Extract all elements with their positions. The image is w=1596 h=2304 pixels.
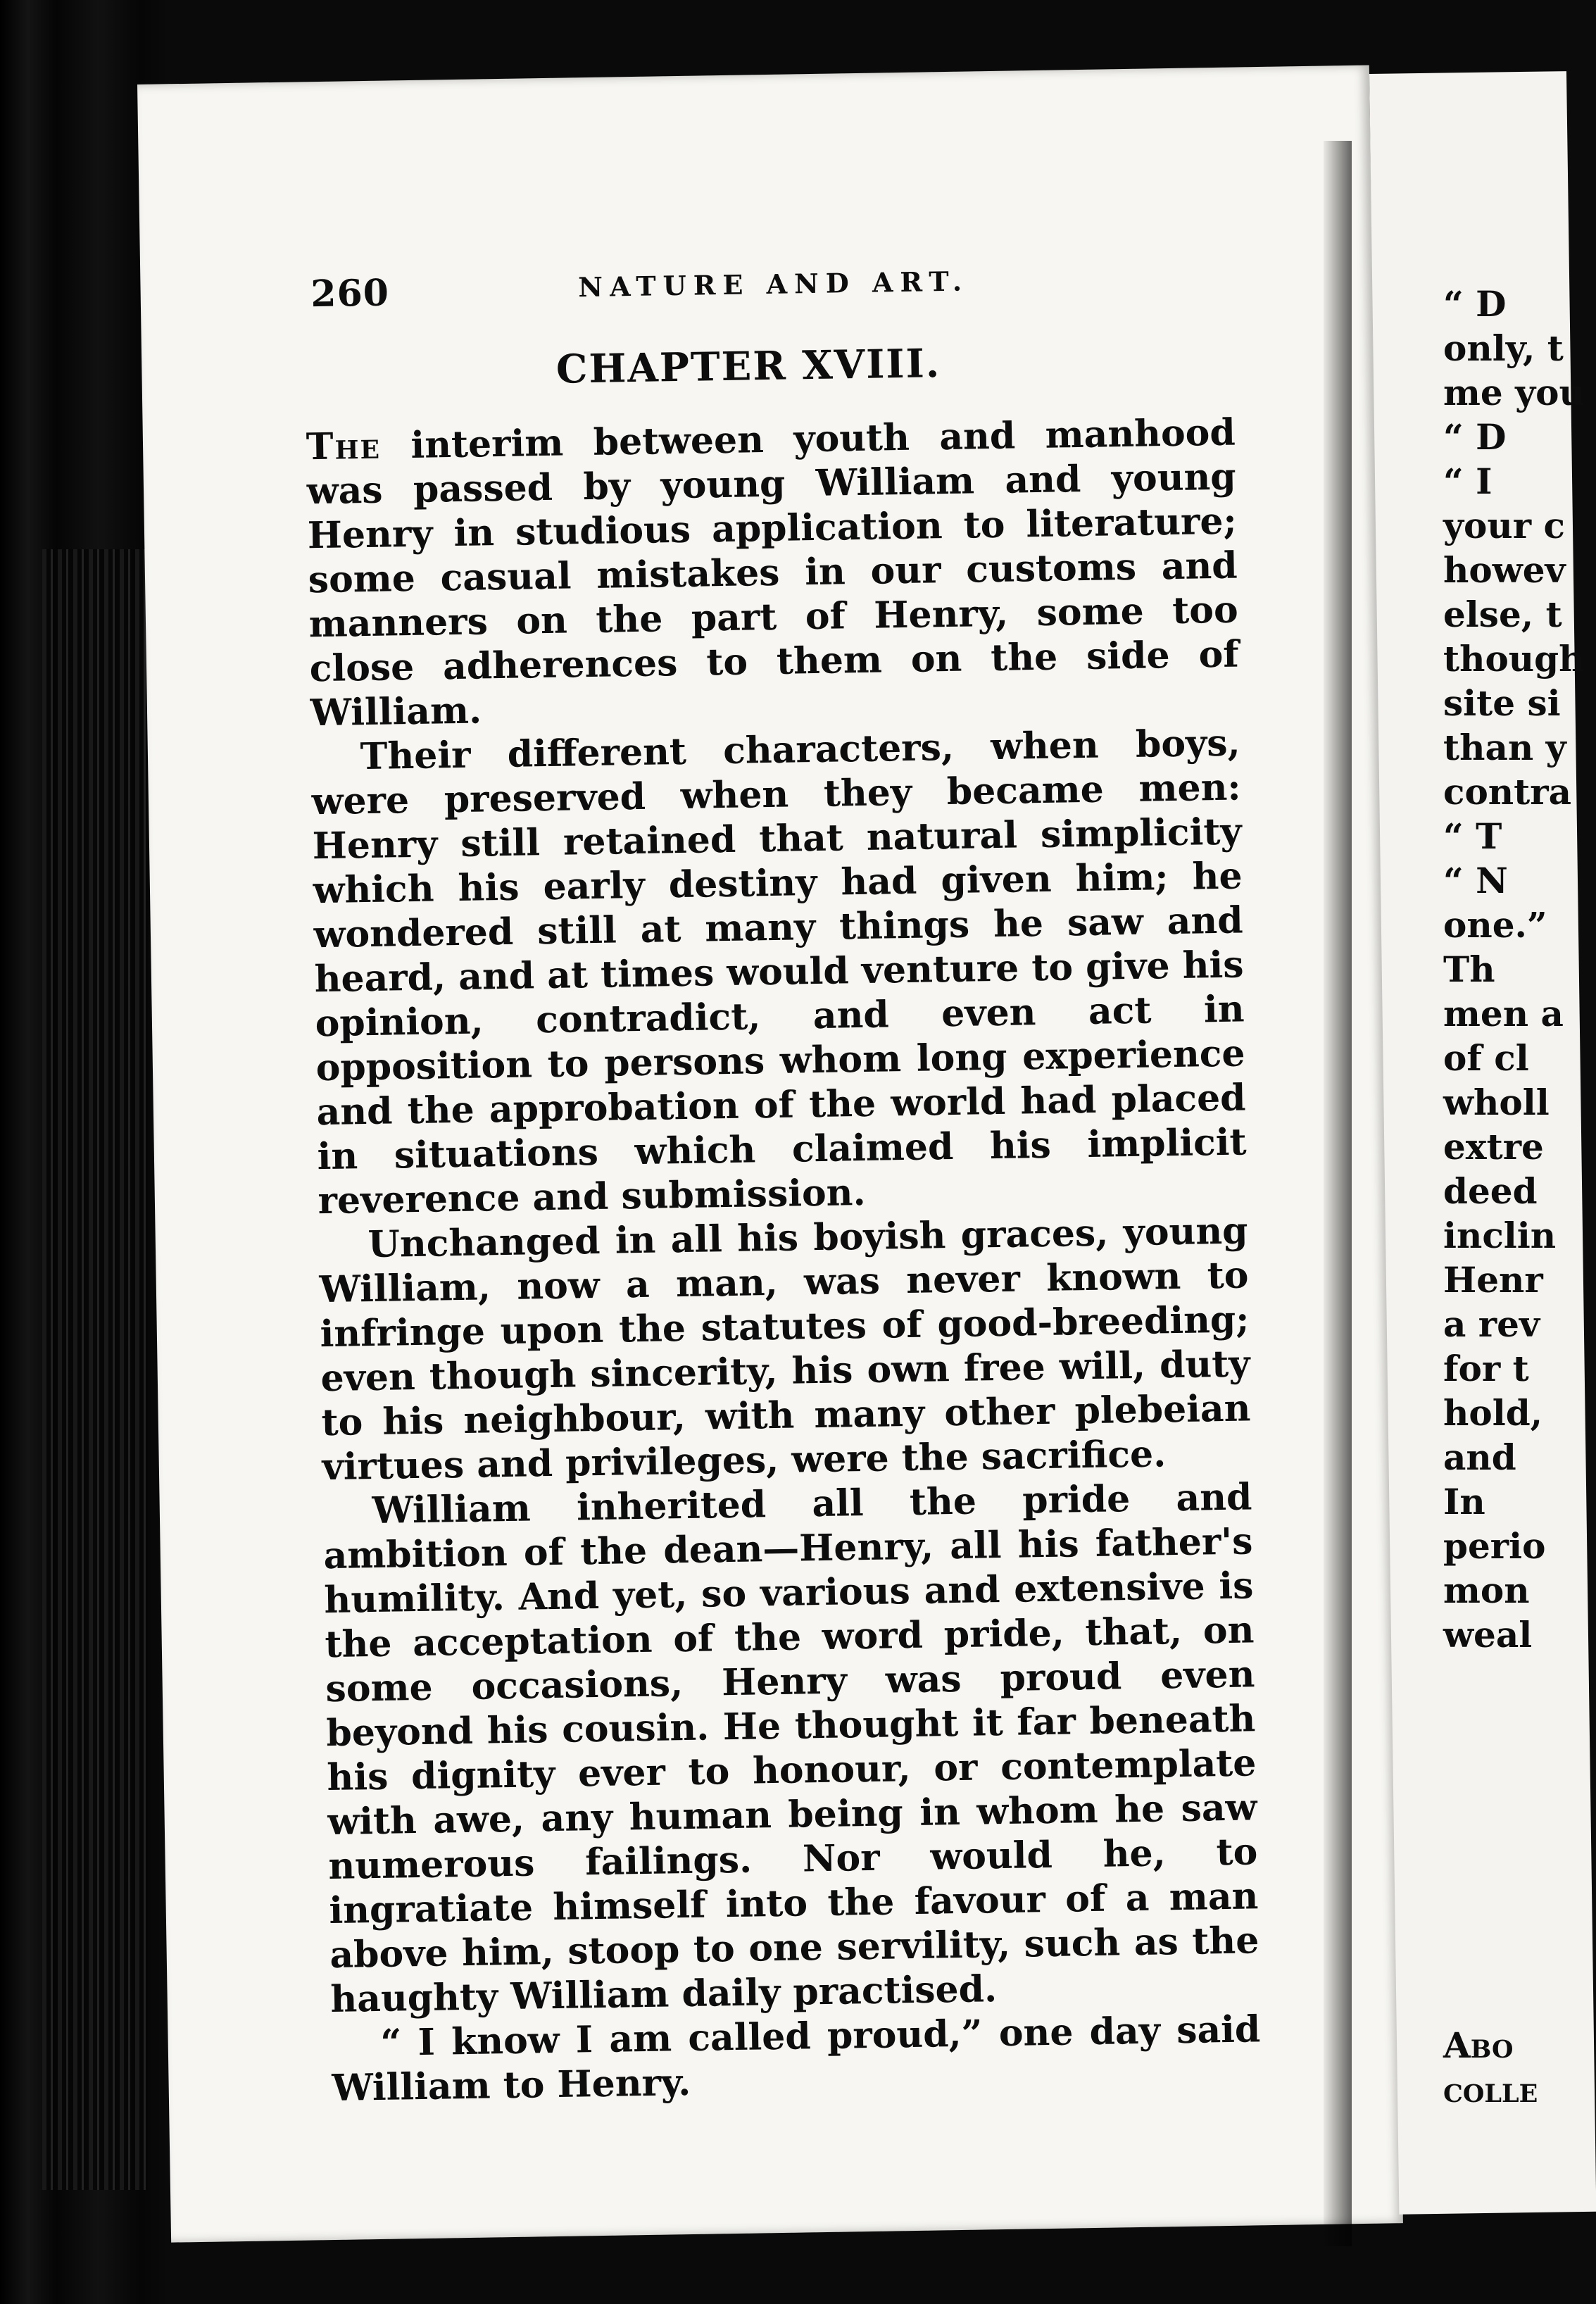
facing-page-line: contra — [1443, 771, 1571, 813]
facing-page-line: one.” — [1443, 904, 1547, 946]
facing-page-gap — [1443, 1657, 1563, 2023]
facing-page-line: Henr — [1443, 1259, 1543, 1301]
facing-page-line: weal — [1443, 1614, 1533, 1655]
page-edges — [42, 549, 148, 2190]
page-number: 260 — [310, 271, 390, 316]
running-title: NATURE AND ART. — [577, 265, 969, 303]
paragraph-3: Unchanged in all his boyish graces, young William, now a man, was never known to infringe upon the statutes of good-breeding; even though sincerity, his own free will, duty to his neighbour, with many other plebeian virtues and privileges, were the sacrifice. — [319, 1209, 1251, 1489]
paragraph-4: William inherited all the pride and ambition of the dean—Henry, all his father's humility. And yet, so various and extensive is the acceptation of the word pride, that, on some occasions, Henry was proud even beyond his cousin. He thought it far beneath his dignity ever to honour, or contemplate with awe, any human being in whom he saw numerous failings. Nor would he, to ingratiate himself into the favour of a man above him, stoop to one servility, such as the haughty William daily practised. — [323, 1475, 1259, 2022]
paragraph-text: interim between youth and manhood was passed by young William and young Henry in studious application to literature; some casual mistakes in our customs and manners on the part of Henry, some too close adherences to them on the side of William. — [306, 411, 1240, 735]
book-gutter — [1324, 141, 1352, 2246]
left-page-text — [183, 216, 1261, 2112]
facing-page-line: and — [1443, 1436, 1516, 1478]
facing-page-line: of cl — [1443, 1037, 1529, 1079]
facing-page-line: a rev — [1443, 1303, 1540, 1345]
facing-page-line: colle — [1443, 2069, 1538, 2110]
facing-page-line: though — [1443, 638, 1585, 680]
facing-page-line: inclin — [1443, 1215, 1557, 1256]
facing-page-line: “ I — [1443, 461, 1493, 502]
facing-page-line: Th — [1443, 948, 1495, 990]
facing-page-line: only, t — [1443, 327, 1564, 369]
facing-page-line: men a — [1443, 993, 1564, 1034]
facing-page-line: mon — [1443, 1570, 1530, 1611]
facing-page-line: for t — [1443, 1348, 1529, 1389]
paragraph-1 — [306, 411, 1240, 736]
paragraph-lead-word: The — [306, 424, 382, 469]
paragraph-2: Their different characters, when boys, were preserved when they became men: Henry still retained that natural simplicity which his early destiny had given him; he wondered still at many things he saw and heard, and at times would venture to give his opinion, contradict, and even act in opposition to persons whom long experience and the approbation of the world had placed in situations which claimed his implicit reverence and submission. — [311, 721, 1247, 1223]
facing-page-line: “ N — [1443, 860, 1508, 901]
paragraph-5: “ I know I am called proud,” one day said William to Henry. — [331, 2008, 1261, 2110]
facing-page-line: else, t — [1443, 594, 1562, 635]
facing-page-line: site si — [1443, 682, 1561, 724]
facing-page-line: your c — [1443, 505, 1565, 546]
facing-page-text — [1443, 282, 1585, 2112]
facing-page-line: deed — [1443, 1170, 1538, 1212]
facing-page-line: wholl — [1443, 1082, 1550, 1123]
facing-page-line: perio — [1443, 1525, 1546, 1567]
facing-page-line: Abo — [1443, 2024, 1514, 2066]
facing-page-line: hold, — [1443, 1392, 1543, 1434]
running-head — [183, 216, 1219, 317]
facing-page-line: In — [1443, 1481, 1485, 1522]
facing-page-line: extre — [1443, 1126, 1544, 1167]
facing-page-line: me you — [1443, 372, 1585, 413]
facing-page-line: than y — [1443, 727, 1566, 768]
chapter-title: CHAPTER XVIII. — [555, 340, 941, 393]
facing-page-line: “ D — [1443, 283, 1507, 325]
facing-page-line: “ T — [1443, 815, 1502, 857]
facing-page-line: howev — [1443, 549, 1566, 591]
facing-page-line: “ D — [1443, 416, 1507, 458]
